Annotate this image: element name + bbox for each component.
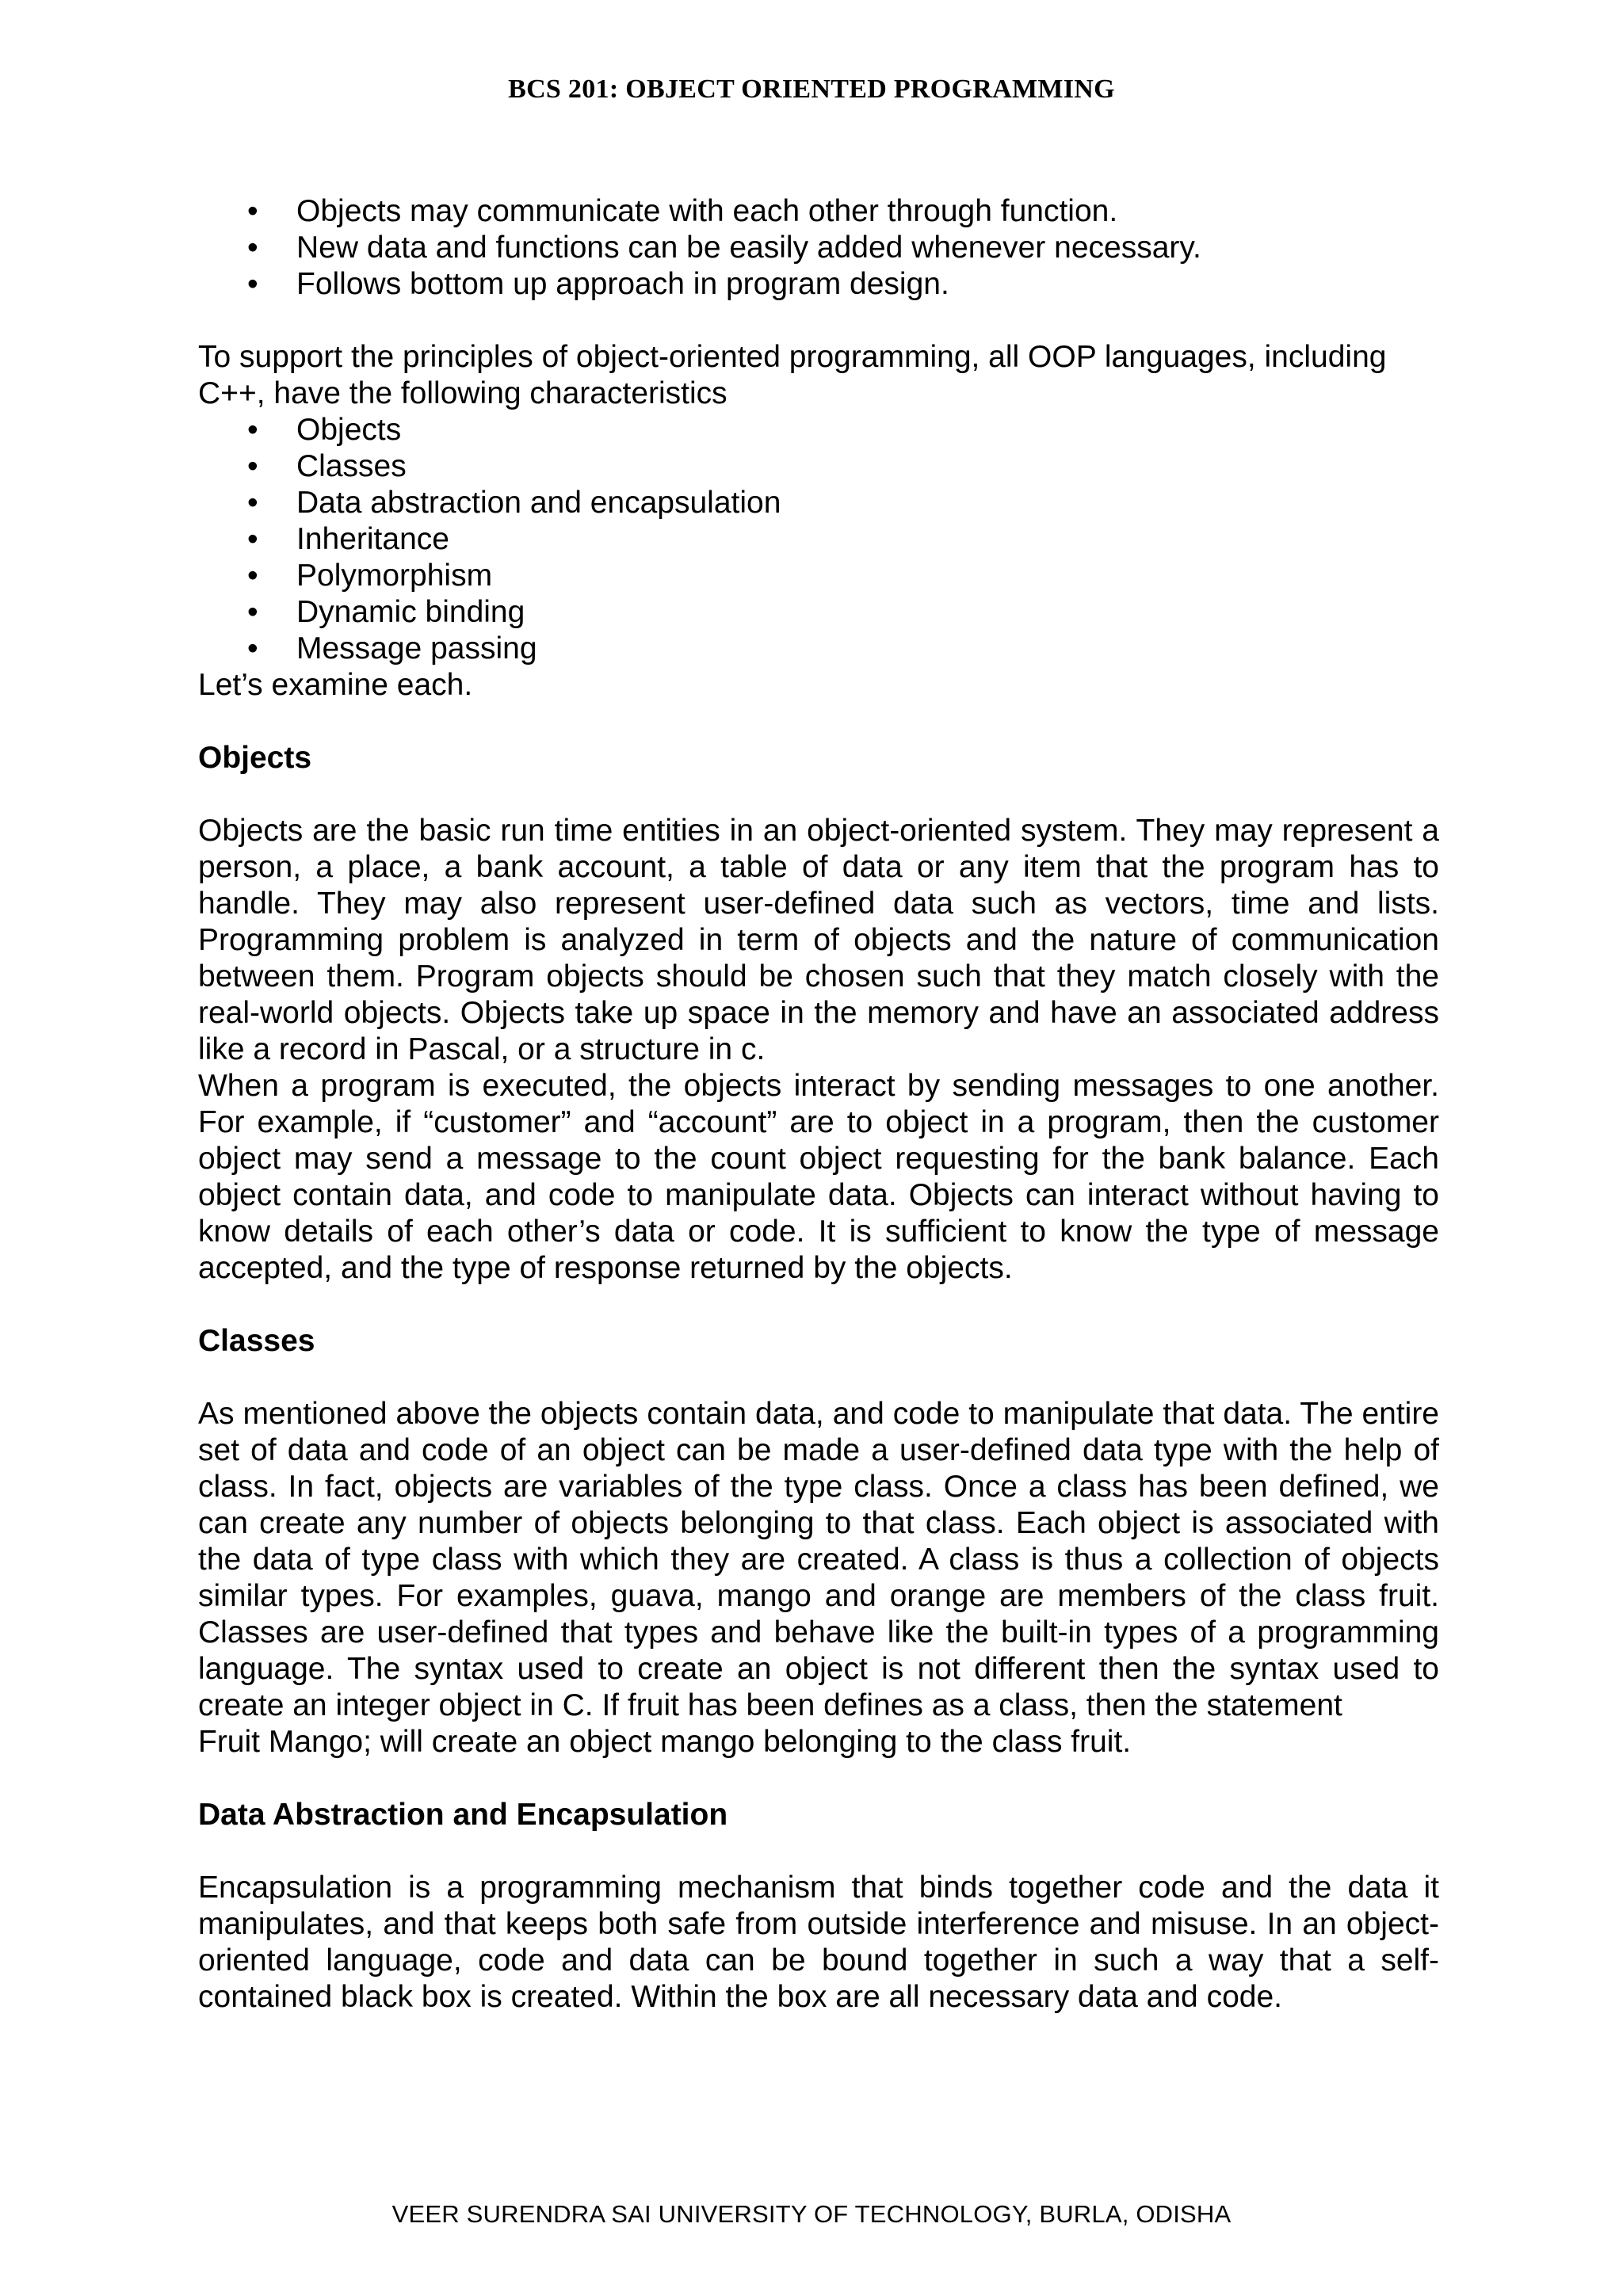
classes-paragraph-1: As mentioned above the objects contain data, and code to manipulate that data. The entire set of data and code of an object can be made a user-defined data type with the help of class. In fact, objects are variables of the type class. Once a class has been defined, we can create any number of objects belonging to that class. Each object is associated with the data of type class with which they are created. A class is thus a collection of objects similar types. For examples, guava, mango and orange are members of the class fruit. Classes are user-defined that types and behave like the built-in types of a programming language. The syntax used to create an object is not different then the syntax used to create an integer object in C. If fruit has been defines as a class, then the statement — [198, 1397, 1439, 1722]
list-item — [198, 594, 1439, 631]
objects-paragraph-1: Objects are the basic run time entities in an object-oriented system. They may represent a person, a place, a bank account, a table of data or any item that the program has to handle. They may also represent user-defined data such as vectors, time and lists. Programming problem is analyzed in term of objects and the nature of communication between them. Program objects should be chosen such that they match closely with the real-world objects. Objects take up space in the memory and have an associated address like a record in Pascal, or a structure in c. — [198, 814, 1439, 1066]
characteristics-list — [198, 412, 1439, 667]
list-item — [198, 521, 1439, 558]
list-item-text: Message passing — [296, 631, 537, 666]
bullet-icon: • — [247, 231, 258, 265]
bullet-icon: • — [247, 449, 258, 483]
list-item — [198, 230, 1439, 266]
bullet-icon: • — [247, 522, 258, 556]
encapsulation-heading: Data Abstraction and Encapsulation — [198, 1798, 728, 1832]
list-item-text: Data abstraction and encapsulation — [296, 486, 781, 520]
list-item-text: Objects may communicate with each other through function. — [296, 194, 1118, 228]
bullet-icon: • — [247, 267, 258, 301]
encapsulation-paragraph-1: Encapsulation is a programming mechanism that binds together code and the data it manipulates, and that keeps both safe from outside interference and misuse. In an object-oriented language, code and data can be bound together in such a way that a self-contained black box is created. Within the box are all necessary data and code. — [198, 1871, 1439, 2014]
page-content — [198, 193, 1439, 2016]
classes-paragraph-2: Fruit Mango; will create an object mango belonging to the class fruit. — [198, 1725, 1132, 1759]
list-item — [198, 412, 1439, 448]
intro-bullet-list — [198, 193, 1439, 303]
page-header-title: BCS 201: OBJECT ORIENTED PROGRAMMING — [508, 74, 1115, 104]
classes-heading: Classes — [198, 1324, 315, 1358]
characteristics-intro-line1: To support the principles of object-oriented programming, all OOP languages, including — [198, 340, 1387, 374]
list-item-text: Polymorphism — [296, 559, 493, 593]
list-item-text: Dynamic binding — [296, 595, 525, 629]
bullet-icon: • — [247, 559, 258, 593]
list-item-text: New data and functions can be easily added whenever necessary. — [296, 231, 1201, 265]
bullet-icon: • — [247, 631, 258, 666]
list-item — [198, 558, 1439, 594]
characteristics-outro: Let’s examine each. — [198, 668, 473, 702]
bullet-icon: • — [247, 486, 258, 520]
objects-paragraph-2: When a program is executed, the objects interact by sending messages to one another. For example, if “customer” and “account” are to object in a program, then the customer object may send a message to the count object requesting for the bank balance. Each object contain data, and code to manipulate data. Objects can interact without having to know details of each other’s data or code. It is sufficient to know the type of message accepted, and the type of response returned by the objects. — [198, 1069, 1439, 1285]
list-item-text: Objects — [296, 413, 402, 447]
list-item — [198, 266, 1439, 303]
characteristics-intro-line2: C++, have the following characteristics — [198, 376, 727, 410]
list-item-text: Inheritance — [296, 522, 449, 556]
list-item-text: Follows bottom up approach in program design. — [296, 267, 949, 301]
list-item-text: Classes — [296, 449, 407, 483]
bullet-icon: • — [247, 595, 258, 629]
bullet-icon: • — [247, 194, 258, 228]
page-footer: VEER SURENDRA SAI UNIVERSITY OF TECHNOLOGY, BURLA, ODISHA — [391, 2200, 1232, 2228]
objects-heading: Objects — [198, 741, 312, 775]
list-item — [198, 631, 1439, 667]
bullet-icon: • — [247, 413, 258, 447]
list-item — [198, 193, 1439, 230]
list-item — [198, 485, 1439, 521]
list-item — [198, 448, 1439, 485]
